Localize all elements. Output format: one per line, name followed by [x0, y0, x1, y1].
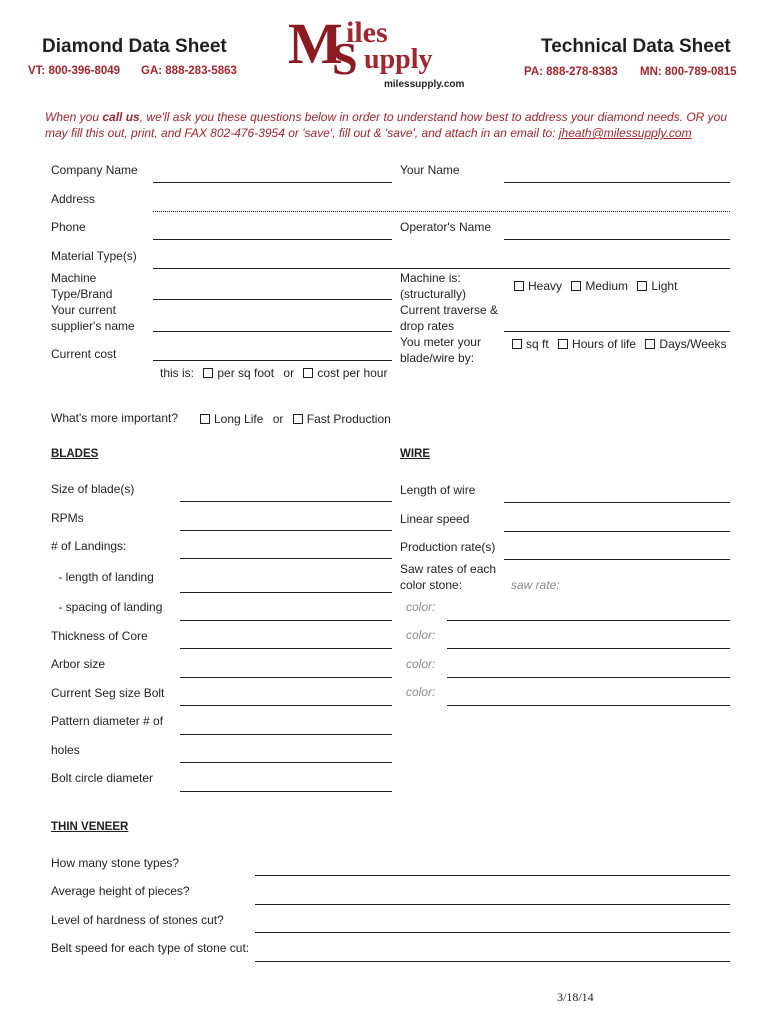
your-name-label: Your Name [400, 163, 460, 177]
machine-type-label: Machine Type/Brand [51, 271, 113, 301]
current-supplier-field[interactable] [153, 331, 392, 332]
avg-height-field[interactable] [255, 904, 730, 905]
logo-s-letter: S [332, 33, 358, 84]
cost-basis-options [160, 366, 387, 380]
your-name-field[interactable] [504, 182, 730, 183]
color-hint-1: color: [406, 600, 436, 614]
color-field-3[interactable] [447, 677, 730, 678]
color-hint-4: color: [406, 685, 436, 699]
color-field-1[interactable] [447, 620, 730, 621]
days-weeks-label: Days/Weeks [659, 337, 727, 351]
length-landing-field[interactable] [180, 592, 392, 593]
long-life-label: Long Life [214, 412, 264, 426]
color-field-2[interactable] [447, 648, 730, 649]
machine-is-label: Machine is: (structurally) [400, 271, 467, 301]
color-hint-3: color: [406, 657, 436, 671]
traverse-field[interactable] [504, 331, 730, 332]
hours-of-life-label: Hours of life [572, 337, 637, 351]
blade-size-label: Size of blade(s) [51, 482, 135, 496]
intro-mid: , we'll ask you these questions below in order to understand how best to address your diamond needs. OR you may fill this out, print, and FAX 802-476-3954 or 'save', fill out & 'save', and attach in an email to: [45, 110, 728, 140]
pa-phone: PA: 888-278-8383 [524, 66, 618, 78]
wire-length-field[interactable] [504, 502, 730, 503]
color-field-4[interactable] [447, 705, 730, 706]
arbor-size-field[interactable] [180, 677, 392, 678]
this-is-label: this is: [160, 366, 195, 380]
meter-options [512, 337, 727, 351]
or-text-2: or [272, 412, 284, 426]
hours-of-life-checkbox[interactable] [558, 337, 636, 351]
thin-veneer-heading: THIN VENEER [51, 821, 129, 833]
medium-label: Medium [585, 279, 629, 293]
logo-miles-text: iles [346, 16, 388, 49]
whats-important-label: What's more important? [51, 411, 179, 425]
company-name-label: Company Name [51, 163, 138, 177]
linear-speed-field[interactable] [504, 531, 730, 532]
current-supplier-label: Your current supplier's name [51, 303, 135, 333]
seg-size-bolt-label: Current Seg size Bolt [51, 686, 165, 700]
cost-per-hour-checkbox[interactable] [303, 366, 387, 380]
blade-size-field[interactable] [180, 501, 392, 502]
length-landing-label: - length of landing [55, 570, 154, 584]
ga-phone: GA: 888-283-5863 [141, 65, 237, 77]
avg-height-label: Average height of pieces? [51, 884, 190, 898]
phone-field[interactable] [153, 239, 392, 240]
production-rates-label: Production rate(s) [400, 540, 496, 554]
current-cost-label: Current cost [51, 347, 117, 361]
linear-speed-label: Linear speed [400, 512, 470, 526]
intro-email-link[interactable]: jheath@milessupply.com [558, 126, 692, 140]
pattern-diameter-label: Pattern diameter # of [51, 714, 164, 728]
company-name-field[interactable] [153, 182, 392, 183]
cost-per-hour-label: cost per hour [317, 366, 388, 380]
per-sq-foot-label: per sq foot [217, 366, 275, 380]
meter-label: You meter your blade/wire by: [400, 335, 481, 365]
intro-paragraph [45, 109, 735, 141]
per-sq-foot-checkbox[interactable] [203, 366, 274, 380]
heavy-checkbox[interactable] [514, 279, 562, 293]
current-traverse-label: Current traverse & drop rates [400, 303, 499, 333]
bolt-circle-label: Bolt circle diameter [51, 771, 154, 785]
stone-types-field[interactable] [255, 875, 730, 876]
days-weeks-checkbox[interactable] [645, 337, 726, 351]
material-types-field[interactable] [153, 268, 730, 269]
sq-ft-checkbox[interactable] [512, 337, 549, 351]
or-text: or [283, 366, 295, 380]
medium-checkbox[interactable] [571, 279, 628, 293]
vt-phone: VT: 800-396-8049 [28, 65, 121, 77]
revision-date: 3/18/14 [557, 990, 594, 1004]
machine-type-field[interactable] [153, 299, 392, 300]
bolt-circle-field[interactable] [180, 791, 392, 792]
light-label: Light [651, 279, 678, 293]
logo-m-letter: M [288, 11, 341, 76]
hardness-field[interactable] [255, 932, 730, 933]
priority-options [200, 412, 391, 426]
structure-options [514, 279, 677, 293]
belt-speed-label: Belt speed for each type of stone cut: [51, 941, 250, 955]
seg-size-bolt-field[interactable] [180, 705, 392, 706]
rpms-label: RPMs [51, 511, 84, 525]
fast-production-label: Fast Production [306, 412, 391, 426]
production-rates-field[interactable] [504, 559, 730, 560]
fast-production-checkbox[interactable] [293, 412, 391, 426]
current-cost-field[interactable] [153, 360, 392, 361]
belt-speed-field[interactable] [255, 961, 730, 962]
mn-phone: MN: 800-789-0815 [640, 66, 737, 78]
color-hint-2: color: [406, 628, 436, 642]
logo-url: milessupply.com [384, 79, 465, 90]
spacing-landing-label: - spacing of landing [55, 600, 163, 614]
saw-rate-hint: saw rate: [511, 578, 560, 592]
intro-pre: When you [45, 110, 103, 124]
address-field[interactable] [153, 211, 730, 212]
logo-supply-text: upply [364, 44, 433, 75]
operators-name-label: Operator's Name [400, 220, 491, 234]
address-label: Address [51, 192, 96, 206]
spacing-landing-field[interactable] [180, 620, 392, 621]
sq-ft-label: sq ft [526, 337, 549, 351]
stone-types-label: How many stone types? [51, 856, 180, 870]
heavy-label: Heavy [528, 279, 563, 293]
right-title: Technical Data Sheet [541, 36, 731, 57]
thickness-core-label: Thickness of Core [51, 629, 148, 643]
holes-field[interactable] [180, 762, 392, 763]
rpms-field[interactable] [180, 530, 392, 531]
material-types-label: Material Type(s) [51, 249, 137, 263]
intro-call-us: call us [102, 110, 140, 124]
phone-label: Phone [51, 220, 86, 234]
thickness-core-field[interactable] [180, 648, 392, 649]
hardness-label: Level of hardness of stones cut? [51, 913, 224, 927]
operators-name-field[interactable] [504, 239, 730, 240]
holes-label: holes [51, 743, 80, 757]
light-checkbox[interactable] [637, 279, 677, 293]
saw-rates-label: Saw rates of each color stone: [400, 562, 497, 592]
pattern-diameter-field[interactable] [180, 734, 392, 735]
wire-length-label: Length of wire [400, 483, 476, 497]
long-life-checkbox[interactable] [200, 412, 263, 426]
landings-label: # of Landings: [51, 539, 127, 553]
landings-field[interactable] [180, 558, 392, 559]
wire-heading: WIRE [400, 448, 431, 460]
left-title: Diamond Data Sheet [42, 36, 227, 57]
blades-heading: BLADES [51, 448, 99, 460]
arbor-size-label: Arbor size [51, 657, 106, 671]
miles-supply-logo [288, 11, 468, 94]
